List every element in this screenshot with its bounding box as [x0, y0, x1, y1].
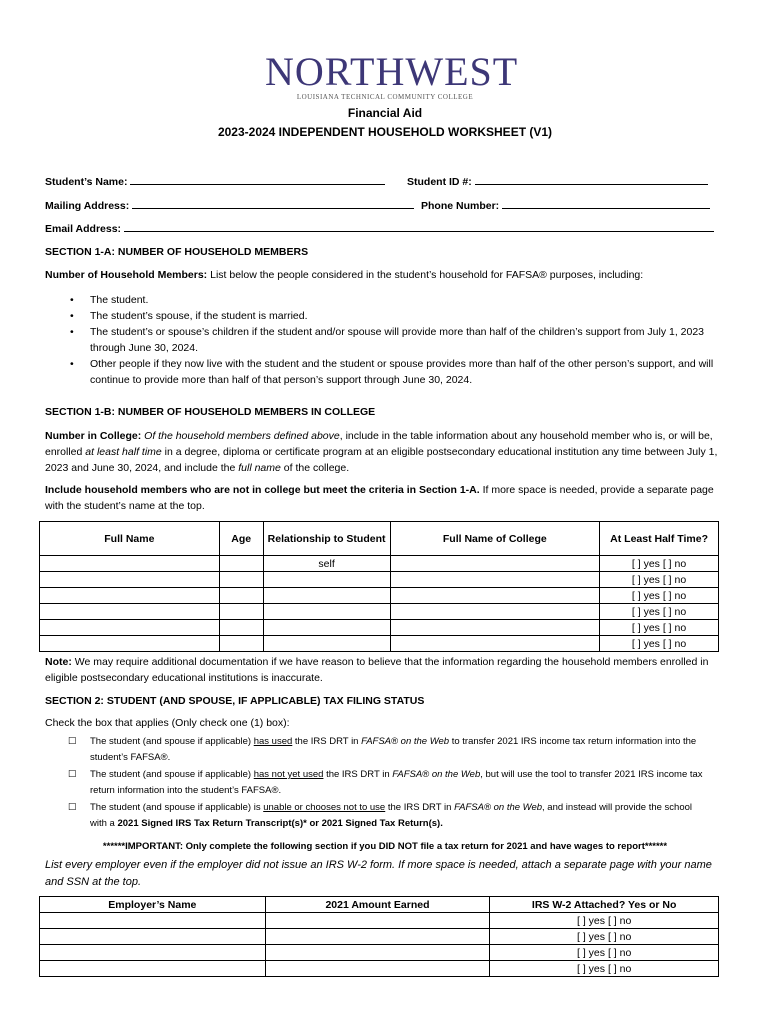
age-cell[interactable]: [219, 572, 263, 588]
include-members-text: If more space is needed, provide a separate page with the student’s name at the top.: [45, 484, 714, 512]
option-text-part: the IRS DRT in: [292, 736, 362, 747]
logo-wordmark: NORTHWEST: [265, 49, 519, 94]
phone-number-label: Phone Number:: [421, 200, 500, 212]
phone-number-field[interactable]: [502, 199, 710, 209]
email-address-field[interactable]: [124, 222, 714, 232]
age-cell[interactable]: [219, 620, 263, 636]
mailing-address-row: [45, 199, 414, 212]
table-row: [40, 572, 719, 588]
student-id-row: [407, 175, 708, 188]
option-text-part: the IRS DRT in: [385, 802, 455, 813]
page-title: Financial Aid: [347, 106, 423, 120]
mailing-address-field[interactable]: [132, 199, 414, 209]
half-time-cell[interactable]: [ ] yes [ ] no: [600, 556, 719, 572]
table-row: [40, 961, 719, 977]
amount-cell[interactable]: [265, 929, 490, 945]
employer-instructions: List every employer even if the employer did not issue an IRS W-2 form. If more space is needed, attach a separate page with your name and SSN at the top.: [45, 859, 712, 888]
include-members-label: Include household members who are not in college but meet the criteria in Section 1-A.: [45, 484, 480, 496]
name-cell[interactable]: [40, 572, 220, 588]
col-half-time: At Least Half Time?: [600, 522, 719, 556]
college-logo: [265, 49, 519, 108]
option-text-part: The student (and spouse if applicable) is: [90, 802, 264, 813]
option-text: [68, 734, 708, 766]
employer-cell[interactable]: [40, 945, 266, 961]
instruction-text: in a degree, diploma or certificate program at an eligible postsecondary educational institution any time between July 1, 2023 and June 30, 2024, and include the: [45, 446, 718, 474]
name-cell[interactable]: [40, 636, 220, 652]
list-item: • Other people if they now live with the student and the student or spouse provides more than half of the other person’s support, and will continue to provide more than half of that person’s support through June 30, 2024.: [70, 356, 720, 388]
phone-number-row: [421, 199, 710, 212]
table-row: [40, 945, 719, 961]
college-cell[interactable]: [390, 572, 600, 588]
option-not-yet-used-drt: [68, 767, 708, 799]
col-college-name: Full Name of College: [390, 522, 600, 556]
college-cell[interactable]: [390, 556, 600, 572]
option-italic: FAFSA® on the Web: [392, 769, 481, 780]
w2-cell[interactable]: [ ] yes [ ] no: [490, 929, 719, 945]
not-yet-used-checkbox[interactable]: ☐: [68, 769, 77, 780]
option-underlined: unable or chooses not to use: [263, 802, 386, 813]
employer-cell[interactable]: [40, 913, 266, 929]
relationship-cell[interactable]: [263, 588, 390, 604]
table-row: [40, 588, 719, 604]
amount-cell[interactable]: [265, 961, 490, 977]
col-relationship: Relationship to Student: [263, 522, 390, 556]
name-cell[interactable]: [40, 556, 220, 572]
half-time-cell[interactable]: [ ] yes [ ] no: [600, 588, 719, 604]
option-text: [68, 800, 708, 832]
option-text-part: The student (and spouse if applicable): [90, 769, 254, 780]
option-text-part: The student (and spouse if applicable): [90, 736, 254, 747]
option-bold: 2021 Signed IRS Tax Return Transcript(s)* or 2021 Signed Tax Return(s).: [117, 818, 443, 829]
note-label: Note:: [45, 656, 72, 668]
col-w2-attached: IRS W-2 Attached? Yes or No: [490, 897, 719, 913]
relationship-cell[interactable]: [263, 572, 390, 588]
relationship-cell[interactable]: [263, 620, 390, 636]
instruction-italic: at least half time: [85, 446, 162, 458]
table-row: [40, 913, 719, 929]
instruction-italic: Of the household members defined above: [141, 430, 340, 442]
option-text-part: , and instead will provide the school with a: [90, 802, 693, 829]
logo-subtitle: LOUISIANA TECHNICAL COMMUNITY COLLEGE: [296, 93, 474, 101]
email-address-label: Email Address:: [45, 223, 122, 235]
student-id-field[interactable]: [475, 175, 708, 185]
important-notice: ******IMPORTANT: Only complete the following section if you DID NOT file a tax return for 2021 and have wages to report******: [102, 841, 668, 852]
college-cell[interactable]: [390, 636, 600, 652]
section-1a-heading: SECTION 1-A: NUMBER OF HOUSEHOLD MEMBERS: [45, 246, 309, 258]
col-amount-earned: 2021 Amount Earned: [265, 897, 490, 913]
instruction-text: , include in the table information about any household member who is, or will be, enrolled: [45, 430, 713, 458]
student-name-field[interactable]: [130, 175, 385, 185]
col-full-name: Full Name: [40, 522, 220, 556]
half-time-cell[interactable]: [ ] yes [ ] no: [600, 572, 719, 588]
note-text: We may require additional documentation if we have reason to believe that the information regarding the household members enrolled in eligible postsecondary educational institutions is inaccurate.: [45, 656, 709, 684]
list-item: • The student’s spouse, if the student is married.: [70, 308, 720, 324]
student-id-label: Student ID #:: [407, 176, 472, 188]
section-1b-heading: SECTION 1-B: NUMBER OF HOUSEHOLD MEMBERS IN COLLEGE: [45, 406, 376, 418]
half-time-cell[interactable]: [ ] yes [ ] no: [600, 604, 719, 620]
name-cell[interactable]: [40, 588, 220, 604]
list-item: • The student’s or spouse’s children if the student and/or spouse will provide more than half of the children’s support from July 1, 2023 through June 30, 2024.: [70, 324, 720, 356]
household-members-text: List below the people considered in the student’s household for FAFSA® purposes, including:: [207, 269, 644, 281]
table-row: [40, 620, 719, 636]
section-1b-extra-note: [45, 482, 730, 514]
option-italic: FAFSA® on the Web: [361, 736, 450, 747]
table-row: [40, 636, 719, 652]
accuracy-note: [45, 654, 730, 686]
option-text-part: , but will use the tool to transfer 2021 IRS income tax return information into the student’s FAFSA®.: [90, 769, 703, 796]
w2-cell[interactable]: [ ] yes [ ] no: [490, 961, 719, 977]
student-name-label: Student’s Name:: [45, 176, 128, 188]
unable-to-use-checkbox[interactable]: ☐: [68, 802, 77, 813]
checkbox-instruction: Check the box that applies (Only check one (1) box):: [45, 717, 290, 729]
household-college-table: [39, 521, 719, 652]
name-cell[interactable]: [40, 604, 220, 620]
number-in-college-label: Number in College:: [45, 430, 142, 442]
employer-cell[interactable]: [40, 929, 266, 945]
option-underlined: has not yet used: [253, 769, 324, 780]
age-cell[interactable]: [219, 588, 263, 604]
option-italic: FAFSA® on the Web: [454, 802, 543, 813]
option-has-used-drt: [68, 734, 708, 766]
relationship-cell[interactable]: self: [263, 556, 390, 572]
age-cell[interactable]: [219, 556, 263, 572]
relationship-cell[interactable]: [263, 636, 390, 652]
w2-cell[interactable]: [ ] yes [ ] no: [490, 945, 719, 961]
option-unable-to-use-drt: [68, 800, 708, 832]
household-members-label: Number of Household Members:: [45, 269, 208, 281]
col-employer-name: Employer’s Name: [40, 897, 266, 913]
household-criteria-list: [70, 292, 720, 388]
college-cell[interactable]: [390, 588, 600, 604]
age-cell[interactable]: [219, 636, 263, 652]
col-age: Age: [219, 522, 263, 556]
amount-cell[interactable]: [265, 913, 490, 929]
w2-cell[interactable]: [ ] yes [ ] no: [490, 913, 719, 929]
table-header-row: [40, 522, 719, 556]
option-underlined: has used: [253, 736, 293, 747]
relationship-cell[interactable]: [263, 604, 390, 620]
half-time-cell[interactable]: [ ] yes [ ] no: [600, 620, 719, 636]
half-time-cell[interactable]: [ ] yes [ ] no: [600, 636, 719, 652]
table-row: [40, 929, 719, 945]
option-text: [68, 767, 708, 799]
section-2-heading: SECTION 2: STUDENT (AND SPOUSE, IF APPLICABLE) TAX FILING STATUS: [45, 695, 425, 707]
email-address-row: [45, 222, 714, 235]
section-1b-instructions: [45, 428, 730, 476]
name-cell[interactable]: [40, 620, 220, 636]
table-row: [40, 556, 719, 572]
student-name-row: [45, 175, 385, 188]
table-header-row: [40, 897, 719, 913]
instruction-text: of the college.: [280, 462, 350, 474]
employer-table: [39, 896, 719, 977]
option-text-part: to transfer 2021 IRS income tax return information into the student’s FAFSA®.: [90, 736, 697, 763]
has-used-checkbox[interactable]: ☐: [68, 736, 77, 747]
college-cell[interactable]: [390, 604, 600, 620]
amount-cell[interactable]: [265, 945, 490, 961]
option-text-part: the IRS DRT in: [323, 769, 393, 780]
instruction-italic: full name: [238, 462, 281, 474]
section-1a-intro: [45, 267, 730, 283]
page-subtitle: 2023-2024 INDEPENDENT HOUSEHOLD WORKSHEET (V1): [217, 125, 553, 139]
age-cell[interactable]: [219, 604, 263, 620]
list-item: • The student.: [70, 292, 720, 308]
college-cell[interactable]: [390, 620, 600, 636]
mailing-address-label: Mailing Address:: [45, 200, 130, 212]
employer-cell[interactable]: [40, 961, 266, 977]
table-row: [40, 604, 719, 620]
